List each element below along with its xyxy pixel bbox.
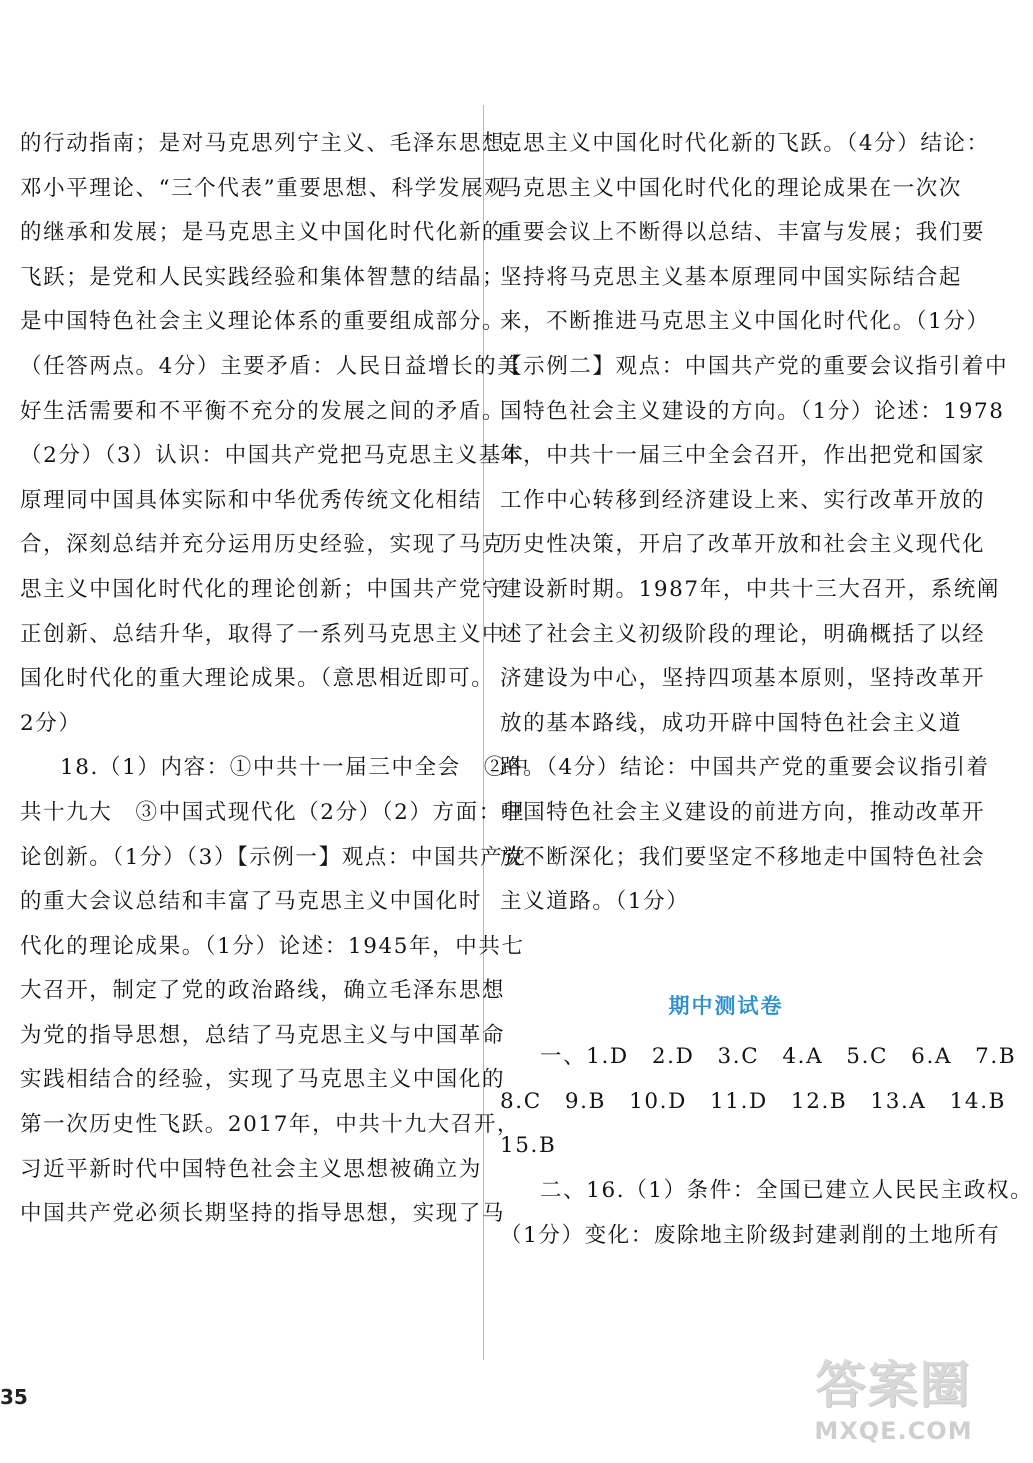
section-spacer bbox=[500, 925, 952, 970]
text-line: 主义道路。（1分） bbox=[500, 889, 690, 915]
right-column bbox=[500, 122, 1033, 1258]
section-title: 期中测试卷 bbox=[668, 994, 784, 1019]
text-line: 代化的理论成果。（1分）论述：1945年，中共七 bbox=[20, 933, 525, 959]
watermark-logo bbox=[801, 1353, 986, 1453]
text-line: 飞跃；是党和人民实践经验和集体智慧的结晶； bbox=[20, 264, 506, 290]
answer-line: 15.B bbox=[500, 1133, 557, 1159]
text-line: 共十九大 ③中国式现代化（2分）（2）方面：理 bbox=[20, 799, 525, 825]
text-line: （1分）变化：废除地主阶级封建剥削的土地所有 bbox=[500, 1222, 1001, 1248]
text-line: 合，深刻总结并充分运用历史经验，实现了马克 bbox=[20, 532, 506, 558]
text-line: 国化时代化的重大理论成果。（意思相近即可。 bbox=[20, 666, 495, 692]
text-line: 是中国特色社会主义理论体系的重要组成部分。 bbox=[20, 309, 506, 335]
text-line: 年，中共十一届三中全会召开，作出把党和国家 bbox=[500, 443, 986, 469]
text-line: 中国特色社会主义建设的前进方向，推动改革开 bbox=[500, 799, 986, 825]
text-line: 好生活需要和不平衡不充分的发展之间的矛盾。 bbox=[20, 398, 506, 424]
text-line: （2分）（3）认识：中国共产党把马克思主义基本 bbox=[20, 443, 525, 469]
text-line: 述了社会主义初级阶段的理论，明确概括了以经 bbox=[500, 621, 986, 647]
text-line: 建设新时期。1987年，中共十三大召开，系统阐 bbox=[500, 576, 1001, 602]
text-line: 中国共产党必须长期坚持的指导思想，实现了马 bbox=[20, 1201, 506, 1227]
text-line: 思主义中国化时代化的理论创新；中国共产党守 bbox=[20, 576, 506, 602]
text-line: 放的基本路线，成功开辟中国特色社会主义道 bbox=[500, 710, 963, 736]
text-line: 重要会议上不断得以总结、丰富与发展；我们要 bbox=[500, 220, 986, 246]
text-line: 论创新。（1分）（3）【示例一】观点：中国共产党 bbox=[20, 844, 527, 870]
text-line: 济建设为中心，坚持四项基本原则，坚持改革开 bbox=[500, 666, 986, 692]
text-line: 放不断深化；我们要坚定不移地走中国特色社会 bbox=[500, 844, 986, 870]
text-line: （任答两点。4分）主要矛盾：人民日益增长的美 bbox=[20, 353, 521, 379]
page-number: 35 bbox=[0, 1385, 28, 1409]
text-line: 工作中心转移到经济建设上来、实行改革开放的 bbox=[500, 487, 986, 513]
text-line: 原理同中国具体实际和中华优秀传统文化相结 bbox=[20, 487, 483, 513]
answer-line: 一、1.D 2.D 3.C 4.A 5.C 6.A 7.B bbox=[540, 1044, 1017, 1070]
text-line: 国特色社会主义建设的方向。（1分）论述：1978 bbox=[500, 398, 1005, 424]
text-line: 的行动指南；是对马克思列宁主义、毛泽东思想、 bbox=[20, 131, 529, 156]
text-line: 习近平新时代中国特色社会主义思想被确立为 bbox=[20, 1156, 483, 1182]
text-line: 的重大会议总结和丰富了马克思主义中国化时 bbox=[20, 889, 483, 915]
watermark-url: MXQE.COM bbox=[814, 1417, 973, 1445]
text-line: 第一次历史性飞跃。2017年，中共十九大召开， bbox=[20, 1112, 521, 1138]
text-line: 邓小平理论、“三个代表”重要思想、科学发展观 bbox=[20, 175, 508, 201]
column-divider bbox=[483, 105, 484, 1360]
text-line: 2分） bbox=[20, 710, 82, 736]
question-18-start: 18.（1）内容：①中共十一届三中全会 ②中 bbox=[60, 755, 531, 781]
question-16-start: 二、16.（1）条件：全国已建立人民民主政权。 bbox=[540, 1178, 1033, 1204]
text-line: 来，不断推进马克思主义中国化时代化。（1分） bbox=[500, 309, 990, 335]
text-line: 马克思主义中国化时代化的理论成果在一次次 bbox=[500, 175, 963, 201]
text-line: 为党的指导思想，总结了马克思主义与中国革命 bbox=[20, 1022, 506, 1048]
watermark-logo-text: 答案圈 bbox=[815, 1356, 972, 1414]
text-line: 历史性决策，开启了改革开放和社会主义现代化 bbox=[500, 532, 986, 558]
text-line: 坚持将马克思主义基本原理同中国实际结合起 bbox=[500, 264, 963, 290]
text-line: 【示例二】观点：中国共产党的重要会议指引着中 bbox=[500, 353, 1009, 379]
text-line: 的继承和发展；是马克思主义中国化时代化新的 bbox=[20, 220, 506, 246]
text-line: 正创新、总结升华，取得了一系列马克思主义中 bbox=[20, 621, 506, 647]
text-line: 克思主义中国化时代化新的飞跃。（4分）结论： bbox=[500, 131, 990, 156]
text-line: 路。（4分）结论：中国共产党的重要会议指引着 bbox=[500, 755, 990, 781]
text-line: 实践相结合的经验，实现了马克思主义中国化的 bbox=[20, 1067, 506, 1093]
answer-line: 8.C 9.B 10.D 11.D 12.B 13.A 14.B bbox=[500, 1088, 1007, 1114]
text-line: 大召开，制定了党的政治路线，确立毛泽东思想 bbox=[20, 978, 506, 1004]
